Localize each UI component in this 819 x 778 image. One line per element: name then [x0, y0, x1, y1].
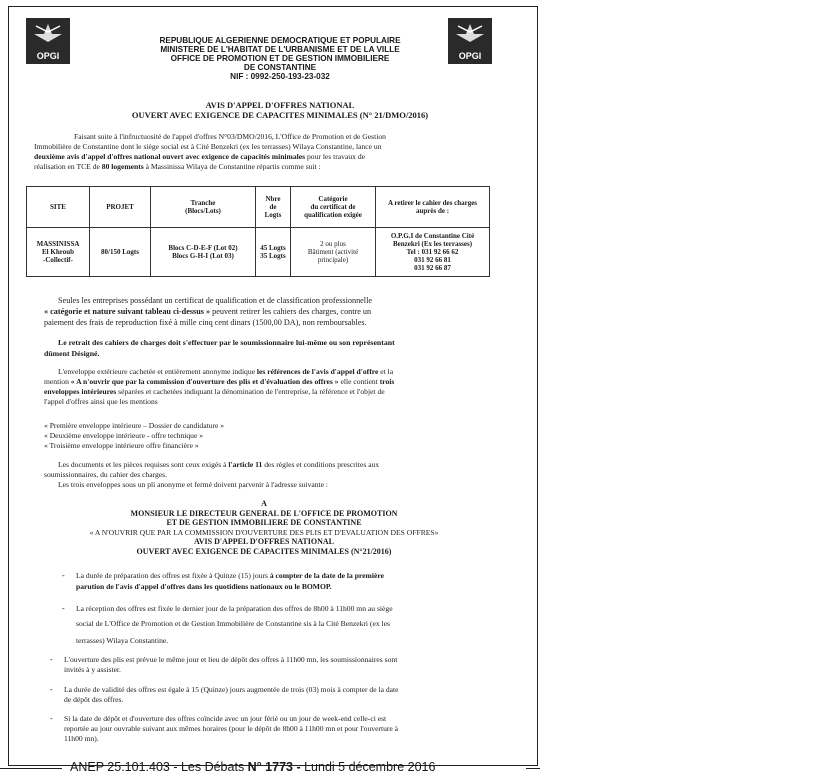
para-retrait-line-2: dûment Désigné.: [44, 349, 100, 358]
letterhead-line-2: MINISTERE DE L'HABITAT DE L'URBANISME ET DE LA VILLE: [160, 45, 400, 54]
para-enveloppe-line-2: mention « A n'ouvrir que par la commission d'ouverture des plis et d'évaluation des offres » elle contient trois: [44, 377, 395, 386]
bullet-delai-line-1: La durée de préparation des offres est fixée à Quinze (15) jours à compter de la date de la première: [76, 571, 384, 580]
footer-rule-right: [526, 768, 540, 769]
table-header-logts: Nbre de Logts: [256, 187, 291, 228]
para-qualification-line-3: paiement des frais de reproduction fixé à mille cinq cent dinars (1500,00 DA), non remboursables.: [44, 318, 367, 327]
logo-emblem-icon: [32, 22, 64, 44]
letterhead-line-1: REPUBLIQUE ALGERIENNE DEMOCRATIQUE ET POPULAIRE: [159, 36, 401, 45]
intro-line-3: deuxième avis d'appel d'offres national ouvert avec exigence de capacités minimales pour les travaux de: [34, 152, 365, 161]
envelope-item-1: « Première enveloppe intérieure – Dossier de candidature »: [44, 421, 225, 430]
intro-line-4: réalisation en TCE de 80 logements à Massinissa Wilaya de Constantine répartis comme suit :: [34, 162, 321, 171]
letterhead-line-3: OFFICE DE PROMOTION ET DE GESTION IMMOBILIERE: [170, 54, 390, 63]
logo-text: OPGI: [36, 51, 60, 61]
notice-title-line-1: AVIS D'APPEL D'OFFRES NATIONAL: [205, 100, 355, 110]
para-enveloppe-line-3: enveloppes intérieures séparées et cachetées indiquant la dénomination de l'entreprise, la référence et l'objet de: [44, 387, 385, 396]
table-header-row: [27, 187, 490, 228]
logo-text: OPGI: [458, 51, 482, 61]
projects-table: [26, 186, 490, 277]
bullet-validite-line-2: de dépôt des offres.: [64, 695, 124, 704]
table-cell-projet: 80/150 Logts: [90, 228, 151, 277]
para-retrait-line-1: Le retrait des cahiers de charges doit s'effectuer par le soumissionnaire lui-même ou son représentant: [58, 338, 395, 347]
address-line-2: ET DE GESTION IMMOBILIERE DE CONSTANTINE: [166, 518, 362, 528]
bullet-delai-line-2: parution de l'avis d'appel d'offres dans les quotidiens nationaux ou le BOMOP.: [76, 582, 332, 591]
page-footer: [70, 760, 435, 774]
intro-line-1: Faisant suite à l'infructuosité de l'appel d'offres N°03/DMO/2016, L'Office de Promotion et de Gestion: [74, 132, 386, 141]
para-enveloppe-line-4: l'appel d'offres ainsi que les mentions: [44, 397, 158, 406]
bullet-dash: -: [50, 655, 53, 664]
para-documents-line-3: Les trois enveloppes sous un pli anonyme et fermé doivent parvenir à l'adresse suivante :: [58, 480, 329, 489]
notice-title-line-2: OUVERT AVEC EXIGENCE DE CAPACITES MINIMALES (N° 21/DMO/2016): [131, 109, 429, 120]
bullet-dash: -: [62, 571, 65, 580]
letterhead: [100, 36, 460, 81]
table-cell-site: MASSINISSA El Khroub -Collectif-: [27, 228, 90, 277]
para-enveloppe-line-1: L'enveloppe extérieure cachetée et entièrement anonyme indique les références de l'avis d'appel d'offre et la: [58, 367, 394, 376]
table-header-tranche: Tranche (Blocs/Lots): [151, 187, 256, 228]
table-header-projet: PROJET: [90, 187, 151, 228]
table-cell-retrait: O.P.G.I de Constantine Cité Benzekri (Ex les terrasses) Tel : 031 92 66 62 031 92 66 81 031 92 66 87: [376, 228, 490, 277]
bullet-ouverture-line-2: invités à y assister.: [64, 665, 121, 674]
footer-issue-number: N° 1773 -: [247, 760, 301, 774]
bullet-reception-line-2: social de L'Office de Promotion et de Gestion Immobilière de Constantine sis à la Cité Benzekri (ex les: [76, 619, 390, 628]
bullet-reception-line-3: terrasses) Wilaya Constantine.: [76, 636, 169, 645]
table-cell-logts: 45 Logts 35 Logts: [256, 228, 291, 277]
letterhead-line-4: DE CONSTANTINE: [243, 63, 317, 72]
table-header-retrait: A retirer le cahier des charges auprès de :: [376, 187, 490, 228]
address-line-4: AVIS D'APPEL D'OFFRES NATIONAL: [194, 537, 334, 547]
bullet-dash: -: [62, 604, 65, 613]
notice-title: [60, 101, 500, 121]
bullet-dash: -: [50, 685, 53, 694]
envelope-item-3: « Troisième enveloppe intérieure offre financière »: [44, 441, 199, 450]
intro-line-2: Immobilière de Constantine dont le siège social est à Cité Benzekri (ex les terrasses) Wilaya Constantine, lance un: [34, 142, 382, 151]
opgi-logo-left: [26, 18, 70, 64]
para-documents-line-2: soumissionnaires, du cahier des charges.: [44, 470, 168, 479]
bullet-ouverture-line-1: L'ouverture des plis est prévue le même jour et lieu de dépôt des offres à 11h00 mn, les soumissionnaires sont: [64, 655, 398, 664]
bullet-reception-line-1: La réception des offres est fixée le dernier jour de la préparation des offres de 8h00 à 11h00 mn au siège: [76, 604, 393, 613]
address-line-3: « A N'OUVRIR QUE PAR LA COMMISSION D'OUVERTURE DES PLIS ET D'EVALUATION DES OFFRES»: [89, 527, 439, 537]
table-cell-categorie: 2 ou plus Bâtiment (activité principale): [291, 228, 376, 277]
bullet-dash: -: [50, 714, 53, 723]
address-block: [34, 499, 494, 557]
address-a: A: [261, 499, 267, 508]
footer-date: Lundi 5 décembre 2016: [300, 760, 436, 774]
bullet-validite-line-1: La durée de validité des offres est égale à 15 (Quinze) jours augmentée de trois (03) mois à compter de la date: [64, 685, 399, 694]
envelope-item-2: « Deuxième enveloppe intérieure - offre technique »: [44, 431, 204, 440]
para-qualification-line-2: « catégorie et nature suivant tableau ci-dessus » peuvent retirer les cahiers des charges, contre un: [44, 307, 372, 316]
bullet-report-line-1: Si la date de dépôt et d'ouverture des offres coïncide avec un jour férié ou un jour de week-end celle-ci est: [64, 714, 387, 723]
footer-publication: ANEP 25.101.403 - Les Débats: [70, 760, 248, 774]
intro-emphasis: deuxième avis d'appel d'offres national ouvert avec exigence de capacités minimales: [34, 152, 306, 161]
para-qualification-line-1: Seules les entreprises possédant un certificat de qualification et de classification professionnelle: [58, 296, 372, 305]
address-line-1: MONSIEUR LE DIRECTEUR GENERAL DE L'OFFICE DE PROMOTION: [130, 508, 398, 518]
table-header-categorie: Catégorie du certificat de qualification exigée: [291, 187, 376, 228]
address-line-5: OUVERT AVEC EXIGENCE DE CAPACITES MINIMALES (N°21/2016): [136, 546, 392, 556]
table-header-site: SITE: [27, 187, 90, 228]
bullet-report-line-3: 11h00 mn).: [64, 734, 99, 743]
bullet-report-line-2: reportée au jour ouvrable suivant aux mêmes horaires (pour le dépôt de 8h00 à 11h00 mn et pour l'ouverture à: [64, 724, 399, 733]
table-row: [27, 228, 490, 277]
letterhead-nif: NIF : 0992-250-193-23-032: [230, 72, 330, 81]
footer-rule-left: [0, 768, 62, 769]
para-documents-line-1: Les documents et les pièces requises sont ceux exigés à l'article 11 des règles et conditions prescrites aux: [58, 460, 380, 469]
table-cell-tranche: Blocs C-D-E-F (Lot 02) Blocs G-H-I (Lot 03): [151, 228, 256, 277]
